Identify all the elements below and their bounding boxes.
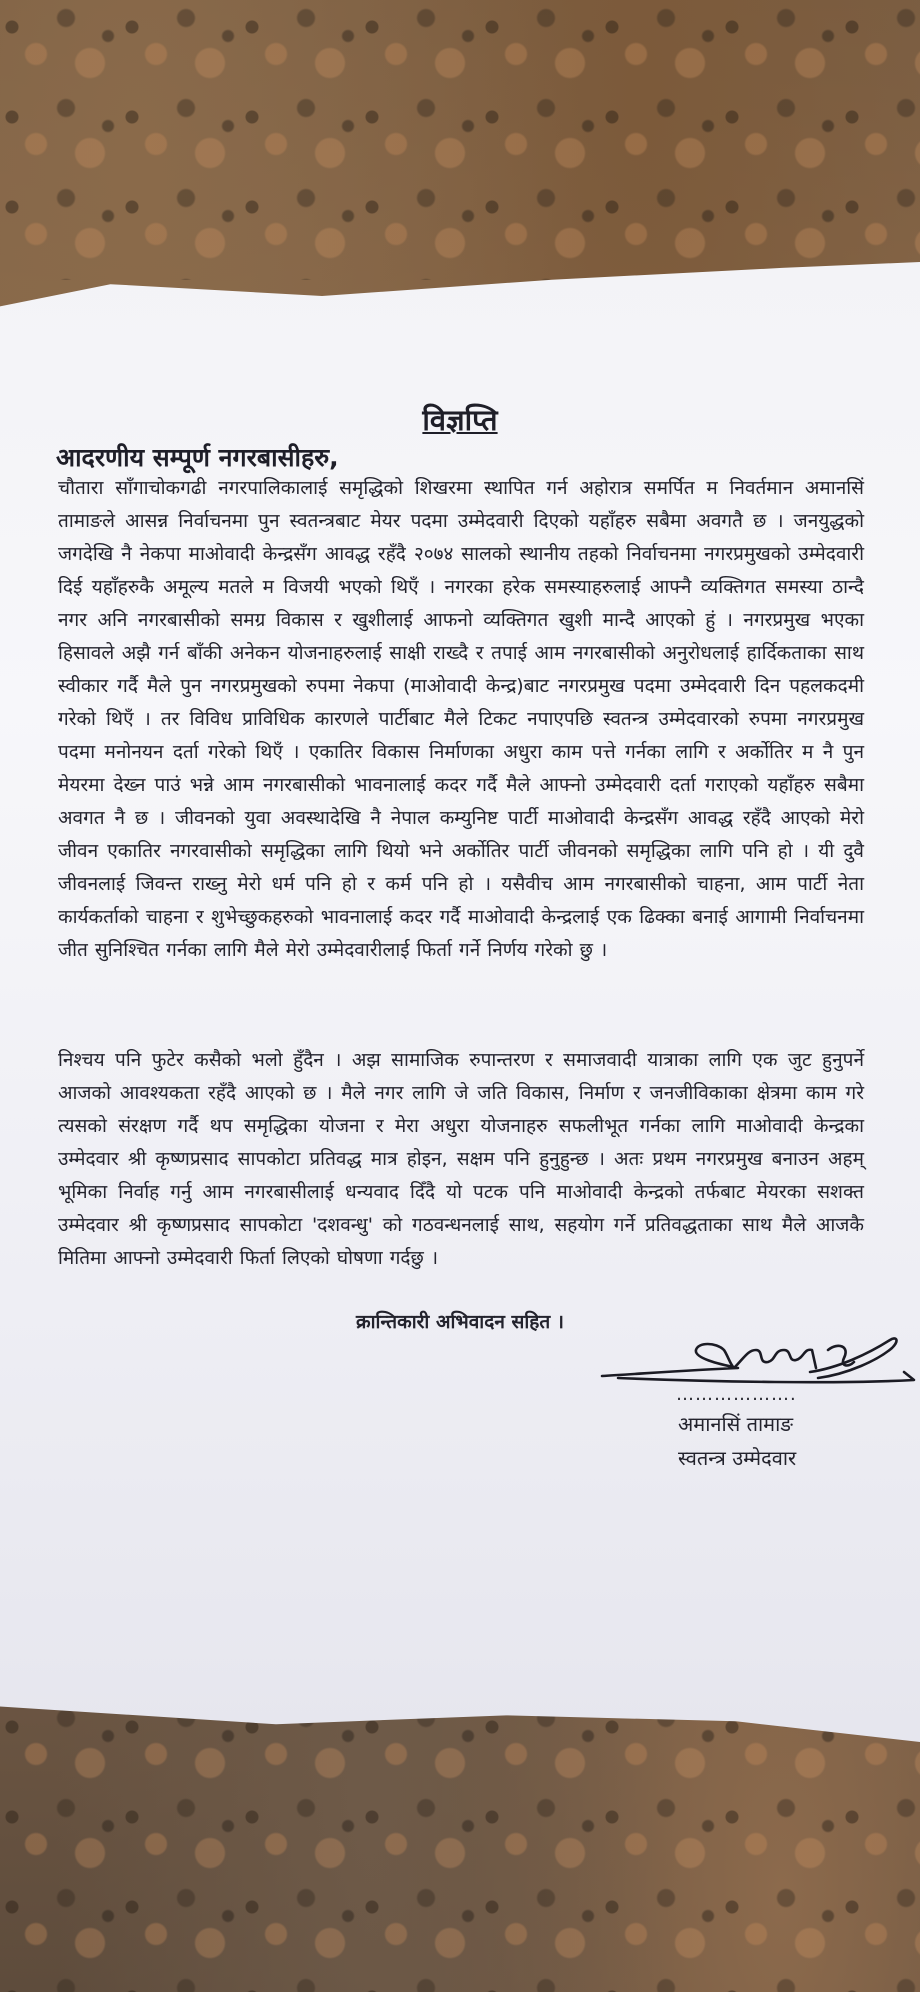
body-paragraph-1: चौतारा साँगाचोकगढी नगरपालिकालाई समृद्धिको शिखरमा स्थापित गर्न अहोरात्र समर्पित म निवर्तमान अमानसिं तामाङले आसन्न निर्वाचनमा पुन स्वतन्त्रबाट मेयर पदमा उम्मेदवारी दिएको यहाँहरु सबैमा अवगतै छ । जनयुद्धको जगदेखि नै नेकपा माओवादी केन्द्रसँग आवद्ध रहँदै २०७४ सालको स्थानीय तहको निर्वाचनमा नगरप्रमुखको उम्मेदवारी दिई यहाँहरुकै अमूल्य मतले म विजयी भएको थिएँ । नगरका हरेक समस्याहरुलाई आफ्नै व्यक्तिगत समस्या ठान्दै नगर अनि नगरबासीको समग्र विकास र खुशीलाई आफनो व्यक्तिगत खुशी मान्दै आएको हुं । नगरप्रमुख भएका हिसावले अझै गर्न बाँकी अनेकन योजनाहरुलाई साक्षी राख्दै र तपाई आम नगरबासीको अनुरोधलाई हार्दिकताका साथ स्वीकार गर्दै मैले पुन नगरप्रमुखको रुपमा नेकपा (माओवादी केन्द्र)बाट नगरप्रमुख पदमा उम्मेदवारी दिन पहलकदमी गरेको थिएँ । तर विविध प्राविधिक कारणले पार्टीबाट मैले टिकट नपाएपछि स्वतन्त्र उम्मेदवारको रुपमा नगरप्रमुख पदमा मनोनयन दर्ता गरेको थिएँ । एकातिर विकास निर्माणका अधुरा काम पत्ते गर्नका लागि र अर्कोतिर म नै पुन मेयरमा देख्न पाउं भन्ने आम नगरबासीको भावनालाई कदर गर्दै मैले आफ्नो उम्मेदवारी दर्ता गराएको यहाँहरु सबैमा अवगत नै छ । जीवनको युवा अवस्थादेखि नै नेपाल कम्युनिष्ट पार्टी माओवादी केन्द्रसँग आवद्ध रहँदै आएको मेरो जीवन एकातिर नगरवासीको समृद्धिका लागि थियो भने अर्कोतिर पार्टी जीवनको समृद्धिका लागि पनि हो । यी दुवै जीवनलाई जिवन्त राख्नु मेरो धर्म पनि हो र कर्म पनि हो । यसैवीच आम नगरबासीको चाहना, आम पार्टी नेता कार्यकर्ताको चाहना र शुभेच्छुकहरुको भावनालाई कदर गर्दै माओवादी केन्द्रलाई एक ढिक्का बनाई आगामी निर्वाचनमा जीत सुनिश्चित गर्नका लागि मैले मेरो उम्मेदवारीलाई फिर्ता गर्ने निर्णय गरेको छु । xyxy=(58,477,864,961)
signer-name: अमानसिं तामाङ xyxy=(678,1412,794,1436)
ground-background-bottom xyxy=(0,1700,920,1992)
body-paragraph-2: निश्चय पनि फुटेर कसैको भलो हुँदैन । अझ सामाजिक रुपान्तरण र समाजवादी यात्राका लागि एक जुट हुनुपर्ने आजको आवश्यकता रहँदै आएको छ । मैले नगर लागि जे जति विकास, निर्माण र जनजीविकाका क्षेत्रमा काम गरे त्यसको संरक्षण गर्दै थप समृद्धिका योजना र मेरा अधुरा योजनाहरु सफलीभूत गर्नका लागि माओवादी केन्द्रका उम्मेदवार श्री कृष्णप्रसाद सापकोटा प्रतिवद्ध मात्र होइन, सक्षम पनि हुनुहुन्छ । अतः प्रथम नगरप्रमुख बनाउन अहम् भूमिका निर्वाह गर्नु आम नगरबासीलाई धन्यवाद दिँदै यो पटक पनि माओवादी केन्द्रको तर्फबाट मेयरका सशक्त उम्मेदवार श्री कृष्णप्रसाद सापकोटा 'दशवन्धु' को गठवन्धनलाई साथ, सहयोग गर्ने प्रतिवद्धताका साथ मैले आजकै मितिमा आफ्नो उम्मेदवारी फिर्ता लिएको घोषणा गर्दछु । xyxy=(58,1049,864,1269)
signer-role: स्वतन्त्र उम्मेदवार xyxy=(678,1446,797,1470)
salutation: आदरणीय सम्पूर्ण नगरबासीहरु, xyxy=(56,443,339,472)
signature-dots: ………………. xyxy=(676,1384,797,1405)
document-title: विज्ञप्ति xyxy=(422,403,498,437)
closing-line: क्रान्तिकारी अभिवादन सहित । xyxy=(356,1311,564,1333)
ground-background-top xyxy=(0,0,920,280)
